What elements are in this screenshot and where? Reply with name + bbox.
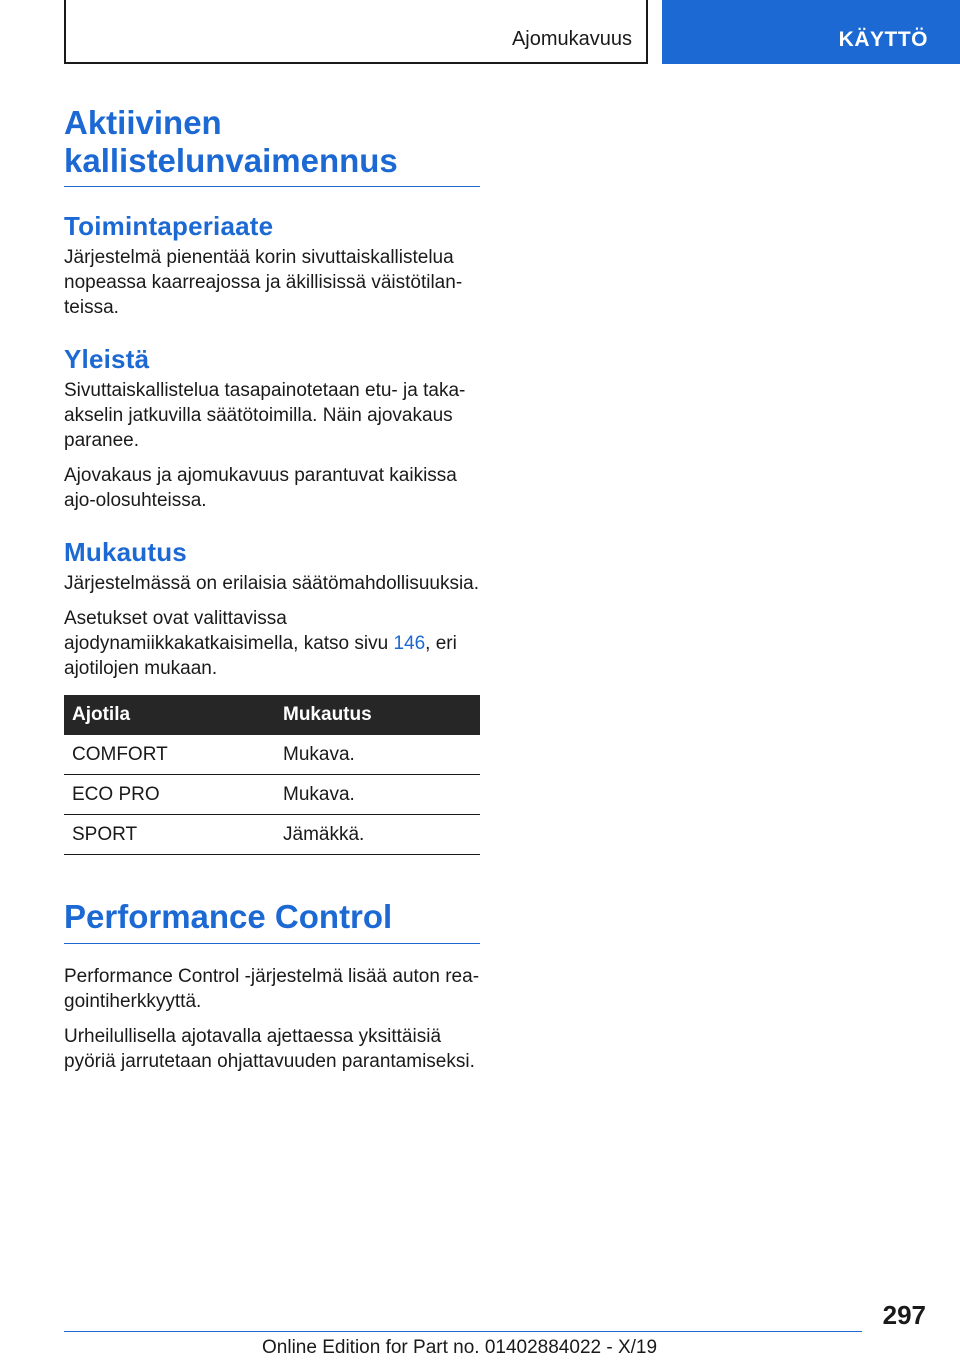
paragraph: Sivuttaiskallistelua tasapainotetaan etu- ja takaakselin jatkuvilla säätötoimilla. Näin ajovakaus paranee. bbox=[64, 380, 466, 451]
table-row bbox=[64, 815, 480, 855]
column-header-adaptation: Mukautus bbox=[275, 695, 480, 735]
table-row bbox=[64, 775, 480, 815]
paragraph: Urheilullisella ajotavalla ajettaessa yksittäisiä pyöriä jarrutetaan ohjattavuuden parantamiseksi. bbox=[64, 1026, 475, 1072]
paragraph: Järjestelmässä on erilaisia säätömahdollisuuksia. bbox=[64, 573, 480, 594]
heading-adaptation: Mukautus bbox=[64, 537, 187, 567]
article-title-stabilizer bbox=[64, 104, 480, 187]
title-line-1: Aktiivinen bbox=[64, 104, 222, 141]
heading-principle: Toimintaperiaate bbox=[64, 211, 274, 241]
table-cell: Jämäkkä. bbox=[275, 815, 480, 855]
table-cell: SPORT bbox=[64, 815, 275, 855]
title-line-2: kallistelunvaimennus bbox=[64, 142, 398, 179]
header-frame bbox=[64, 0, 648, 64]
paragraph-text: , eri ajotilojen mukaan. bbox=[64, 633, 457, 679]
footer-edition: Online Edition for Part no. 01402884022 - X/19 bbox=[262, 1337, 658, 1358]
table-cell: Mukava. bbox=[275, 775, 480, 815]
article-title-performance: Performance Control bbox=[64, 897, 480, 944]
drive-mode-table bbox=[64, 695, 480, 855]
section-spacer bbox=[64, 855, 480, 881]
paragraph-text: Asetukset ovat valittavissa ajodynamiikkakatkaisimella, katso sivu bbox=[64, 608, 394, 654]
main-content bbox=[64, 104, 480, 1084]
footer-divider bbox=[64, 1331, 862, 1332]
table-header-row bbox=[64, 695, 480, 735]
chapter-label: KÄYTTÖ bbox=[838, 28, 928, 51]
paragraph: Ajovakaus ja ajomukavuus parantuvat kaikissa ajo-olosuhteissa. bbox=[64, 465, 457, 511]
table-cell: Mukava. bbox=[275, 735, 480, 775]
column-header-drive-mode: Ajotila bbox=[64, 695, 275, 735]
page-reference-link[interactable]: 146 bbox=[393, 633, 426, 654]
page-number: 297 bbox=[882, 1300, 926, 1330]
table-cell: ECO PRO bbox=[64, 775, 275, 815]
heading-general: Yleistä bbox=[64, 344, 150, 374]
table-row bbox=[64, 735, 480, 775]
running-header-section: Ajomukavuus bbox=[511, 28, 632, 50]
spacer bbox=[64, 944, 480, 964]
paragraph: Performance Control -järjestelmä lisää auton reagointiherkkyyttä. bbox=[64, 966, 480, 1012]
chapter-tab bbox=[662, 0, 960, 64]
paragraph-with-link bbox=[64, 606, 480, 681]
paragraph: Järjestelmä pienentää korin sivuttaiskallistelua nopeassa kaarreajossa ja äkillisissä väistötilanteissa. bbox=[64, 247, 463, 318]
table-cell: COMFORT bbox=[64, 735, 275, 775]
